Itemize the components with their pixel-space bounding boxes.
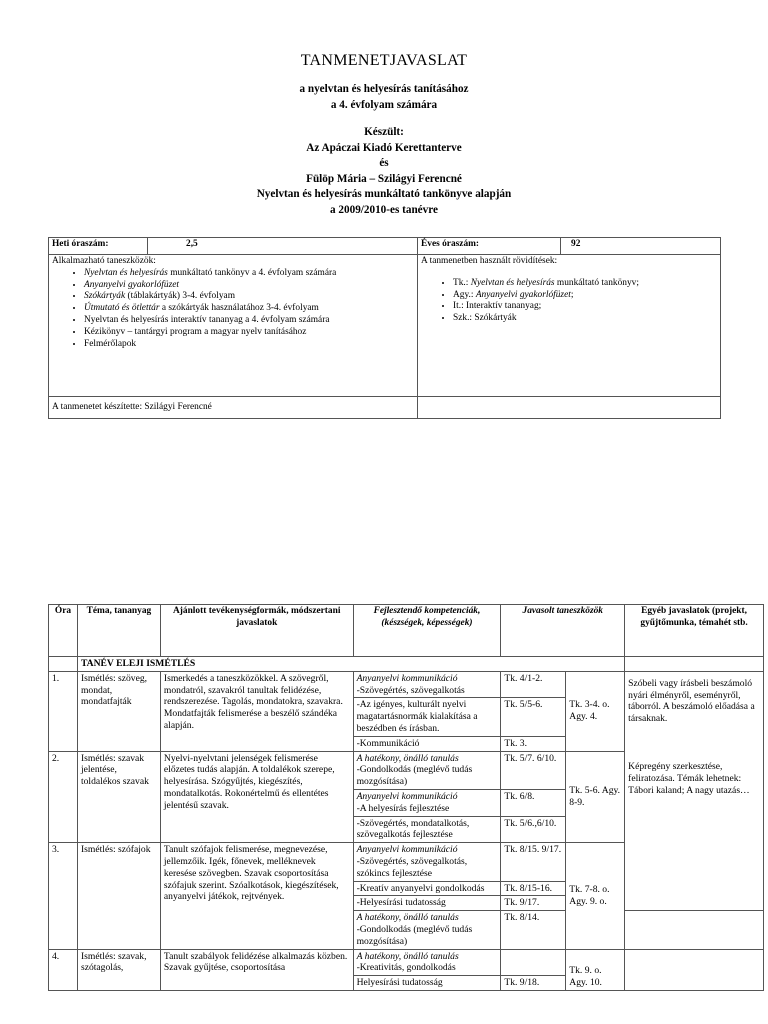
tool-ref: Tk. 8/15-16.	[501, 881, 566, 896]
source-line: és	[379, 157, 389, 170]
competency-cell: A hatékony, önálló tanulás -Kreativitás, gondolkodás	[353, 949, 501, 976]
tool-ref: Tk. 5/6.,6/10.	[501, 816, 566, 843]
competency-cell: -Helyesírási tudatosság	[353, 896, 501, 911]
lesson-topic: Ismétlés: szavak jelentése, toldalékos szavak	[77, 751, 160, 843]
list-item: • Nyelvtan és helyesírás interaktív tananyag a 4. évfolyam számára	[84, 315, 414, 327]
list-item: • Anyanyelvi gyakorlófüzet	[84, 280, 414, 292]
empty-cell	[49, 657, 78, 672]
lesson-number: 4.	[49, 949, 78, 990]
other-suggestions	[625, 671, 764, 910]
table-row	[49, 671, 764, 698]
competency-cell: -Az igényes, kulturált nyelvi magatartásnormák kialakítása a beszédben és írásban.	[353, 698, 501, 736]
lesson-activities: Nyelvi-nyelvtani jelenségek felismerése előzetes tudás alapján. A toldalékok szerepe, helyesírása. Szógyűjtés, kiegészítés, mondatalkotás. Rokonértelmű és ellentétes jelentésű szavak.	[160, 751, 353, 843]
lesson-activities: Tanult szabályok felidézése alkalmazás közben. Szavak gyűjtése, csoportosítása	[160, 949, 353, 990]
tool-ref: Tk. 8/14.	[501, 911, 566, 949]
author-line: A tanmenetet készítette: Szilágyi Ferencné	[49, 397, 418, 419]
source-line: a 2009/2010-es tanévre	[330, 203, 438, 216]
tool-ref: Tk. 9/17.	[501, 896, 566, 911]
weekly-hours-label: Heti óraszám:	[49, 238, 148, 255]
header-ora: Óra	[49, 605, 78, 657]
list-item: • Útmutató és ötlettár a szókártyák használatához 3-4. évfolyam	[84, 303, 414, 315]
lesson-tools: Tk. 5-6. Agy. 8-9.	[566, 751, 625, 843]
source-line: Az Apáczai Kiadó Kerettanterve	[306, 141, 462, 154]
list-item: • Tk.: Nyelvtan és helyesírás munkáltató tankönyv;	[453, 278, 717, 290]
empty-cell	[418, 397, 721, 419]
competency-cell: A hatékony, önálló tanulás -Gondolkodás (meglévő tudás mozgósítása)	[353, 751, 501, 789]
competency-cell: Anyanyelvi kommunikáció -Szövegértés, szövegalkotás, szókincs fejlesztése	[353, 843, 501, 881]
tools-list	[52, 268, 414, 351]
subtitle-line: a nyelvtan és helyesírás tanításához	[299, 83, 469, 95]
tool-ref: Tk. 9/18.	[501, 976, 566, 991]
lesson-tools: Tk. 9. o. Agy. 10.	[566, 949, 625, 990]
tool-ref: Tk. 5/7. 6/10.	[501, 751, 566, 789]
table-row	[49, 949, 764, 976]
tool-ref: Tk. 4/1-2.	[501, 671, 566, 698]
lesson-topic: Ismétlés: szavak, szótagolás,	[77, 949, 160, 990]
empty-cell	[625, 949, 764, 990]
list-item: • Agy.: Anyanyelvi gyakorlófüzet;	[453, 290, 717, 302]
yearly-hours-label: Éves óraszám:	[418, 238, 561, 255]
lesson-topic: Ismétlés: szófajok	[77, 843, 160, 949]
tool-ref	[501, 949, 566, 976]
subtitle-line: a 4. évfolyam számára	[330, 98, 438, 111]
suggestion-text-2: Képregény szerkesztése, feliratozása. Témák lehetnek: Tábori kaland; A nagy utazás…	[628, 760, 750, 796]
list-item: • It.: Interaktív tananyag;	[453, 301, 717, 313]
source-line: Fülöp Mária – Szilágyi Ferencné	[306, 172, 462, 185]
tools-title: Alkalmazható taneszközök:	[52, 256, 156, 266]
header-ajanlott: Ajánlott tevékenységformák, módszertani javaslatok	[160, 605, 353, 657]
tool-ref: Tk. 6/8.	[501, 789, 566, 816]
lesson-tools: Tk. 7-8. o. Agy. 9. o.	[566, 843, 625, 949]
header-tema: Téma, tananyag	[77, 605, 160, 657]
lesson-number: 2.	[49, 751, 78, 843]
document-subtitle	[0, 82, 768, 113]
list-item: • Nyelvtan és helyesírás munkáltató tankönyv a 4. évfolyam számára	[84, 268, 414, 280]
tool-ref: Tk. 3.	[501, 736, 566, 751]
section-title: TANÉV ELEJI ISMÉTLÉS	[77, 657, 624, 672]
abbreviations-title: A tanmenetben használt rövidítések:	[421, 256, 558, 266]
abbreviations-list	[421, 278, 717, 325]
lesson-activities: Tanult szófajok felismerése, megnevezése, jellemzőik. Igék, főnevek, melléknevek keresése szövegben. Szavak csoportosítása szófajuk szerint. Szóalkotások, kiegészítések, anyanyelvi játékok, rejtvények.	[160, 843, 353, 949]
competency-cell: A hatékony, önálló tanulás -Gondolkodás (meglévő tudás mozgósítása)	[353, 911, 501, 949]
lesson-topic: Ismétlés: szöveg, mondat, mondatfajták	[77, 671, 160, 751]
yearly-hours-value: 92	[561, 238, 721, 255]
header-javasolt: Javasolt taneszközök	[501, 605, 625, 657]
competency-cell: Anyanyelvi kommunikáció -Szövegértés, szövegalkotás	[353, 671, 501, 698]
competency-cell: Anyanyelvi kommunikáció -A helyesírás fejlesztése	[353, 789, 501, 816]
list-item: • Szókártyák (táblakártyák) 3-4. évfolyam	[84, 291, 414, 303]
header-egyeb: Egyéb javaslatok (projekt, gyűjtőmunka, témahét stb.	[625, 605, 764, 657]
tool-ref: Tk. 8/15. 9/17.	[501, 843, 566, 881]
weekly-hours-value: 2,5	[148, 238, 418, 255]
competency-cell: -Szövegértés, mondatalkotás, szövegalkotás fejlesztése	[353, 816, 501, 843]
empty-cell	[625, 657, 764, 672]
competency-cell: -Kommunikáció	[353, 736, 501, 751]
source-line: Készült:	[364, 126, 404, 138]
lesson-plan-table	[48, 604, 764, 991]
tools-cell	[49, 255, 418, 397]
suggestion-text-1: Szóbeli vagy írásbeli beszámoló nyári élményről, eseményről, táborról. A beszámoló előadása a társaknak.	[628, 677, 755, 725]
lesson-number: 3.	[49, 843, 78, 949]
lesson-activities: Ismerkedés a taneszközökkel. A szövegről, mondatról, szavakról tanultak felidézése, rendszerezése. Tagolás, mondatokra, szavakra. Mondatfajták felismerése a beszélő szándéka alapján.	[160, 671, 353, 751]
abbreviations-cell	[418, 255, 721, 397]
list-item: • Kézikönyv – tantárgyi program a magyar nyelv tanításához	[84, 327, 414, 339]
list-item: • Felmérőlapok	[84, 339, 414, 351]
empty-cell	[625, 911, 764, 949]
competency-cell: -Kreatív anyanyelvi gondolkodás	[353, 881, 501, 896]
document-source-block	[0, 125, 768, 219]
competency-cell: Helyesírási tudatosság	[353, 976, 501, 991]
tool-ref: Tk. 5/5-6.	[501, 698, 566, 736]
list-item: • Szk.: Szókártyák	[453, 313, 717, 325]
source-line: Nyelvtan és helyesírás munkáltató tankönyve alapján	[256, 188, 512, 201]
header-fejlesztendo: Fejlesztendő kompetenciák, (készségek, képességek)	[353, 605, 501, 657]
document-title: TANMENETJAVASLAT	[300, 52, 468, 69]
lesson-tools: Tk. 3-4. o. Agy. 4.	[566, 671, 625, 751]
info-table	[48, 237, 721, 419]
lesson-number: 1.	[49, 671, 78, 751]
